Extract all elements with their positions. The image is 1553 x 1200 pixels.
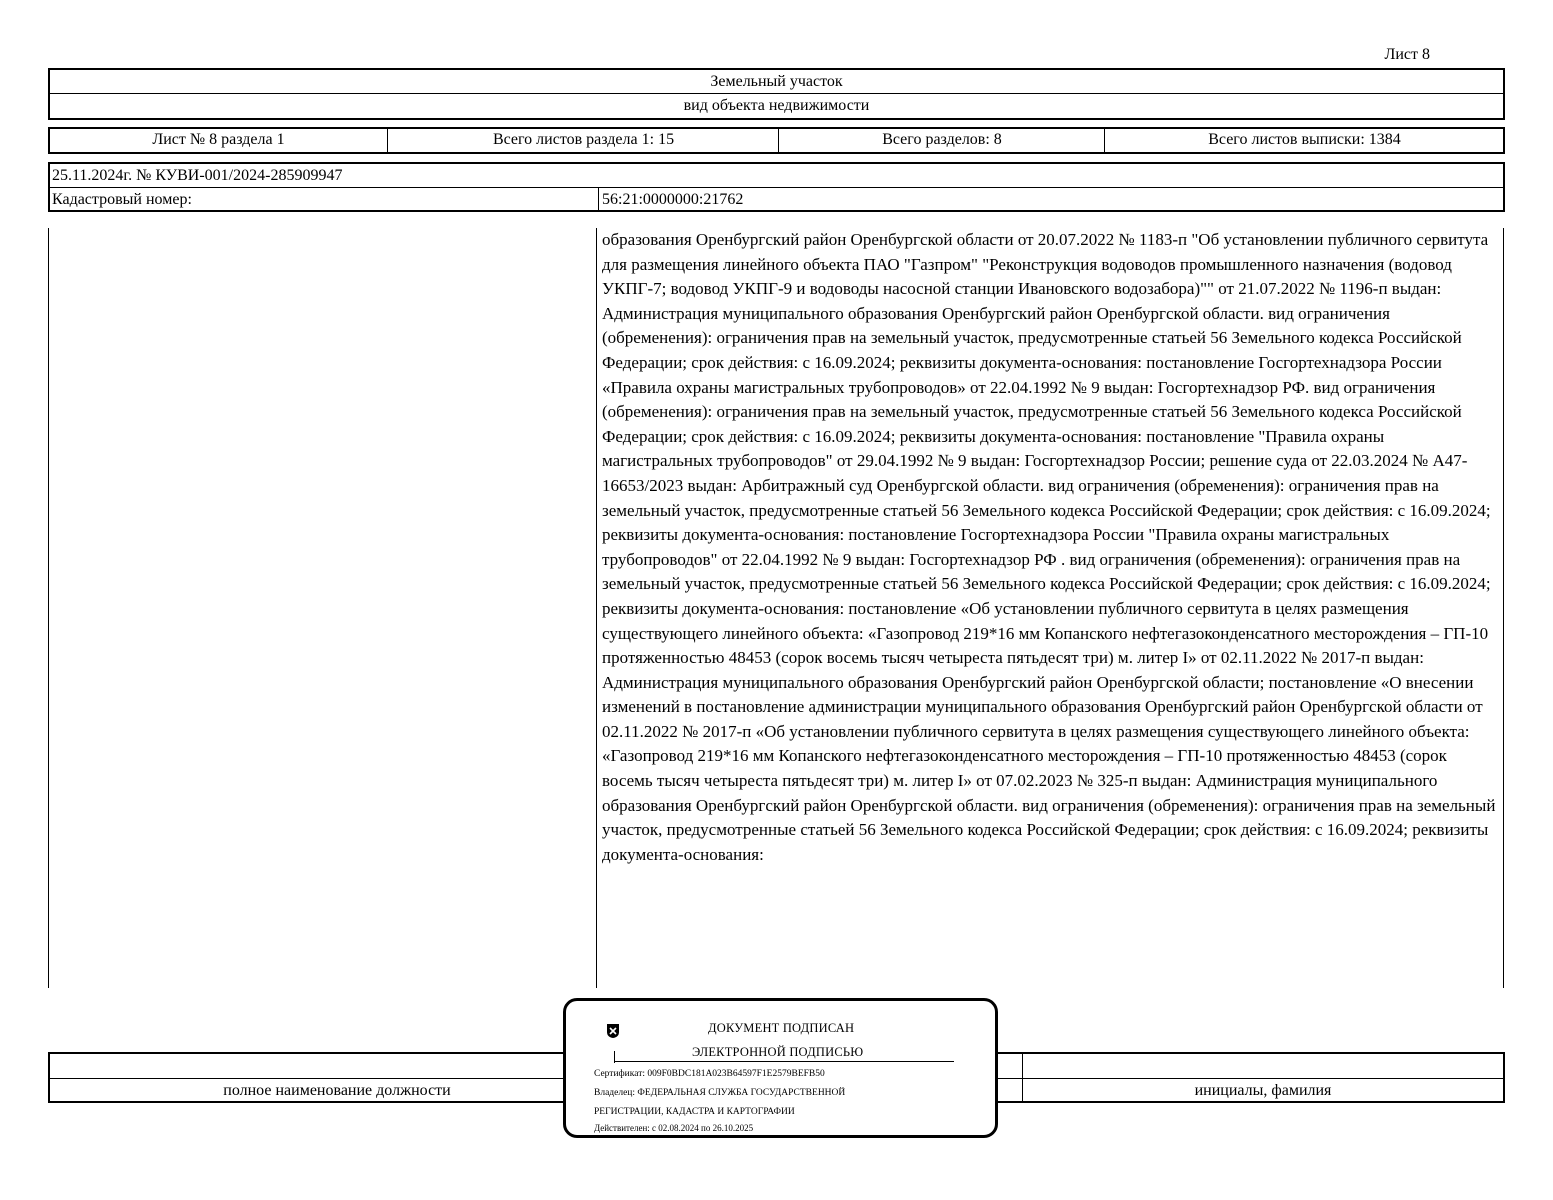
- object-type: Земельный участок: [50, 70, 1503, 94]
- stamp-owner-line2: РЕГИСТРАЦИИ, КАДАСТРА И КАРТОГРАФИИ: [594, 1107, 795, 1117]
- position-caption: полное наименование должности: [223, 1082, 451, 1099]
- stamp-valid: Действителен: с 02.08.2024 по 26.10.2025: [594, 1123, 754, 1133]
- stamp-tick: [614, 1051, 615, 1063]
- object-type-block: [48, 68, 1505, 120]
- body-left-border: [48, 228, 49, 988]
- total-sections: Всего разделов: 8: [778, 129, 1105, 152]
- body-right-border: [1503, 228, 1504, 988]
- cadastral-value: 56:21:0000000:21762: [598, 188, 743, 211]
- sheet-info-row: [48, 127, 1505, 154]
- name-caption: инициалы, фамилия: [1194, 1082, 1332, 1099]
- encumbrance-text: образования Оренбургский район Оренбургской области от 20.07.2022 № 1183-п "Об установлении публичного сервитута для размещения линейного объекта ПАО "Газпром" "Реконструкция водоводов промышленного назначения (водовод УКПГ-7; водовод УКПГ-9 и водоводы насосной станции Ивановского водозабора)"" от 21.07.2022 № 1196-п выдан: Администрация муниципального образования Оренбургский район Оренбургской области. вид ограничения (обременения): ограничения прав на земельный участок, предусмотренные статьей 56 Земельного кодекса Российской Федерации; срок действия: с 16.09.2024; реквизиты документа-основания: постановление Госгортехнадзора России «Правила охраны магистральных трубопроводов» от 22.04.1992 № 9 выдан: Госгортехнадзор РФ. вид ограничения (обременения): ограничения прав на земельный участок, предусмотренные статьей 56 Земельного кодекса Российской Федерации; срок действия: с 16.09.2024; реквизиты документа-основания: постановление "Правила охраны магистральных трубопроводов" от 29.04.1992 № 9 выдан: Госгортехнадзор России; решение суда от 22.03.2024 № А47-16653/2023 выдан: Арбитражный суд Оренбургской области. вид ограничения (обременения): ограничения прав на земельный участок, предусмотренные статьей 56 Земельного кодекса Российской Федерации; срок действия: с 16.09.2024; реквизиты документа-основания: постановление Госгортехнадзора России "Правила охраны магистральных трубопроводов" от 22.04.1992 № 9 выдан: Госгортехнадзор РФ . вид ограничения (обременения): ограничения прав на земельный участок, предусмотренные статьей 56 Земельного кодекса Российской Федерации; срок действия: с 16.09.2024; реквизиты документа-основания: постановление «Об установлении публичного сервитута в целях размещения существующего линейного объекта: «Газопровод 219*16 мм Копанского нефтегазоконденсатного месторождения – ГП-10 протяженностью 48453 (сорок восемь тысяч четыреста пятьдесят три) м. литер I» от 02.11.2022 № 2017-п выдан: Администрация муниципального образования Оренбургский район Оренбургской области; постановление «О внесении изменений в постановление администрации муниципального образования Оренбургский район Оренбургской области от 02.11.2022 № 2017-п «Об установлении публичного сервитута в целях размещения существующего линейного объекта: «Газопровод 219*16 мм Копанского нефтегазоконденсатного месторождения – ГП-10 протяженностью 48453 (сорок восемь тысяч четыреста пятьдесят три) м. литер I» от 07.02.2023 № 325-п выдан: Администрация муниципального образования Оренбургский район Оренбургской области. вид ограничения (обременения): ограничения прав на земельный участок, предусмотренные статьей 56 Земельного кодекса Российской Федерации; срок действия: с 16.09.2024; реквизиты документа-основания:: [602, 230, 1496, 864]
- cadastral-label: Кадастровый номер:: [52, 191, 192, 208]
- document-info: [48, 162, 1505, 212]
- coat-of-arms-icon: [606, 1023, 620, 1039]
- total-sheets-section: Всего листов раздела 1: 15: [387, 129, 779, 152]
- body-middle-border: [596, 228, 597, 988]
- sheet-number: Лист № 8 раздела 1: [152, 131, 285, 148]
- stamp-owner-line1: Владелец: ФЕДЕРАЛЬНАЯ СЛУЖБА ГОСУДАРСТВЕННОЙ: [594, 1088, 846, 1098]
- object-kind-caption: вид объекта недвижимости: [683, 97, 870, 114]
- stamp-title-line1: ДОКУМЕНТ ПОДПИСАН: [708, 1021, 855, 1035]
- total-sheets-extract: Всего листов выписки: 1384: [1104, 129, 1504, 152]
- stamp-title-underline: [614, 1061, 954, 1062]
- sheet-label: Лист 8: [1384, 46, 1430, 63]
- stamp-certificate: Сертификат: 009F0BDC181A023B64597F1E2579BEFB50: [594, 1069, 825, 1079]
- electronic-signature-stamp: [563, 998, 998, 1138]
- document-date-number: 25.11.2024г. № КУВИ-001/2024-285909947: [50, 164, 1503, 188]
- stamp-title-line2: ЭЛЕКТРОННОЙ ПОДПИСЬЮ: [692, 1045, 864, 1059]
